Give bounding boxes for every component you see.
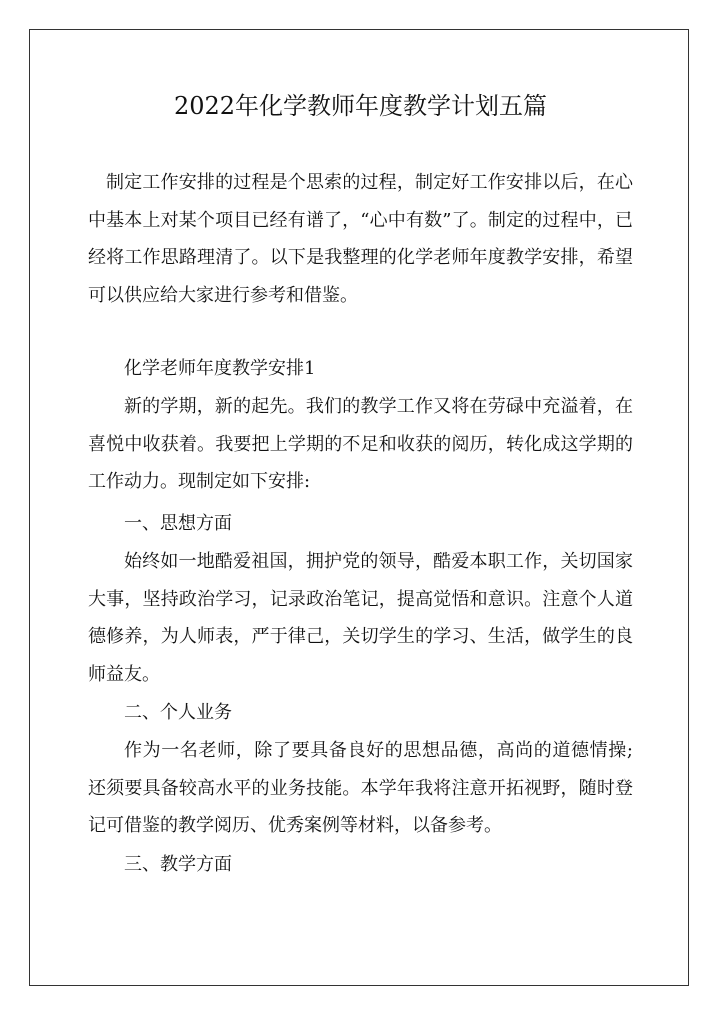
part1-heading: 一、思想方面 <box>124 513 232 534</box>
document-title: 2022年化学教师年度教学计划五篇 <box>173 92 548 120</box>
section-heading: 化学老师年度教学安排1 <box>124 358 316 379</box>
part2-body-paragraph: 作为一名老师，除了要具备良好的思想品德，高尚的道德情操;还须要具备较高水平的业务技能。本学年我将注意开拓视野，随时登记可借鉴的教学阅历、优秀案例等材料，以备参考。 <box>88 740 633 836</box>
part3-heading: 三、教学方面 <box>124 854 232 875</box>
intro-paragraph: 制定工作安排的过程是个思索的过程，制定好工作安排以后，在心中基本上对某个项目已经有谱了，“心中有数”了。制定的过程中，已经将工作思路理清了。以下是我整理的化学老师年度教学安排，希望可以供应给大家进行参考和借鉴。 <box>88 172 633 306</box>
section-intro-paragraph: 新的学期，新的起先。我们的教学工作又将在劳碌中充溢着，在喜悦中收获着。我要把上学期的不足和收获的阅历，转化成这学期的工作动力。现制定如下安排: <box>88 396 633 492</box>
part2-heading: 二、个人业务 <box>124 702 232 723</box>
part1-body-paragraph: 始终如一地酷爱祖国，拥护党的领导，酷爱本职工作，关切国家大事，坚持政治学习，记录政治笔记，提高觉悟和意识。注意个人道德修养，为人师表，严于律己，关切学生的学习、生活，做学生的良师益友。 <box>88 551 633 685</box>
